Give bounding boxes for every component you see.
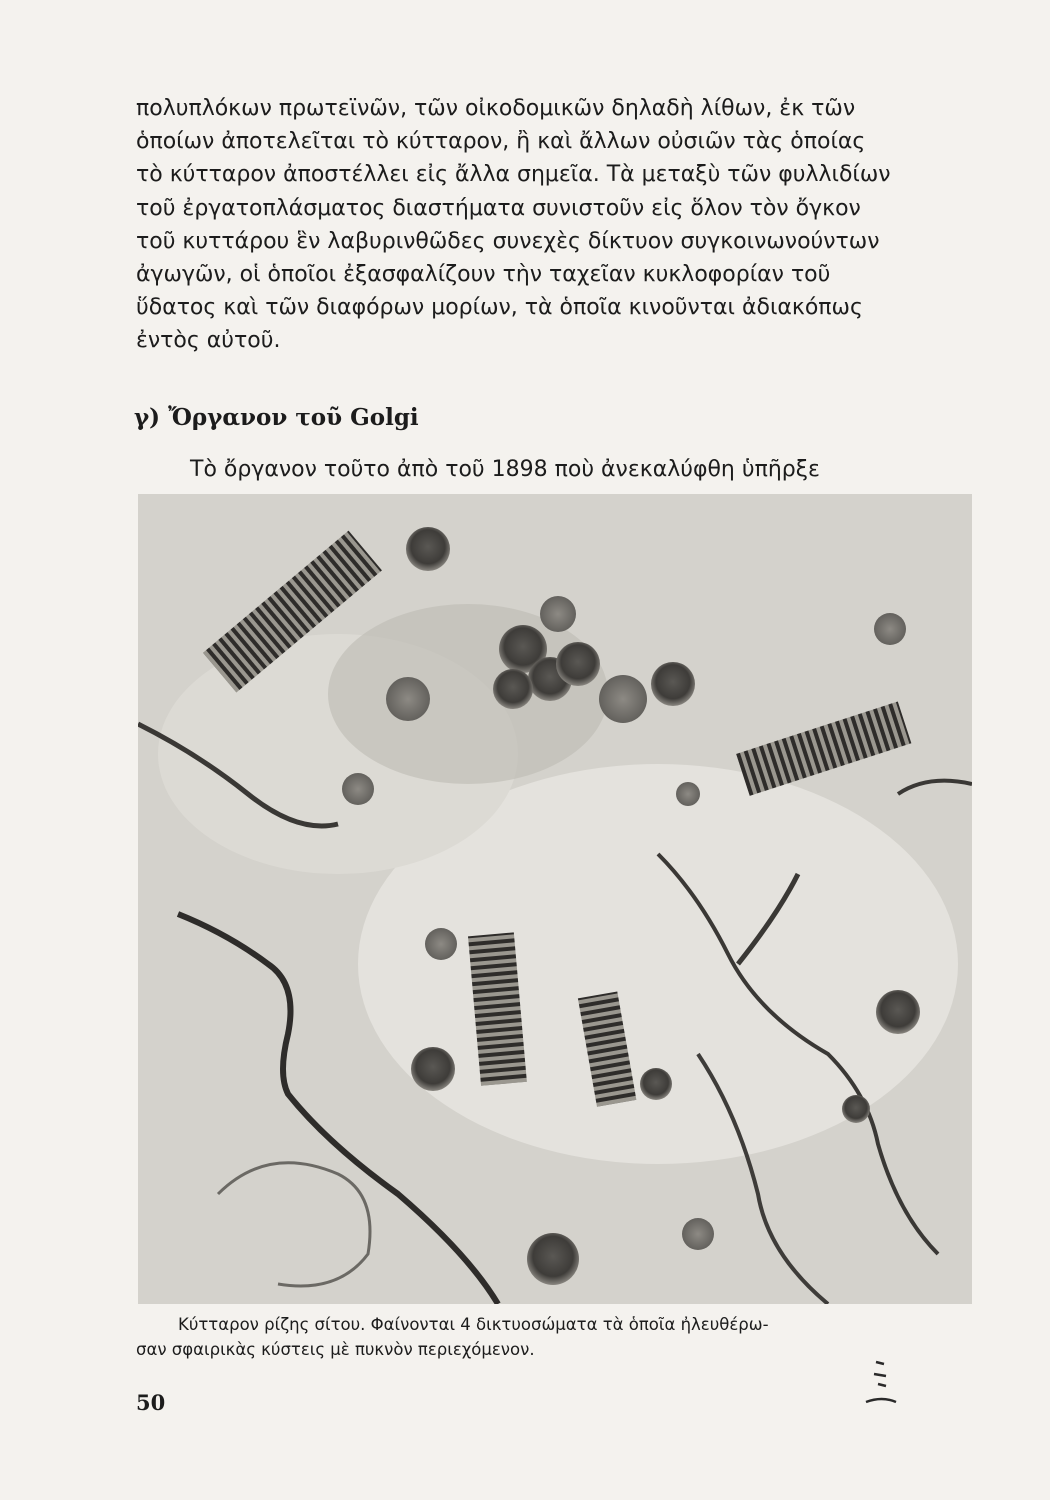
- caption-line: σαν σφαιρικὰς κύστεις μὲ πυκνὸν περιεχόμενον.: [136, 1340, 535, 1359]
- pencil-mark: [862, 1356, 902, 1406]
- page-number: 50: [136, 1390, 166, 1415]
- micrograph-figure: [138, 494, 972, 1304]
- paragraph-line: ἐντὸς αὐτοῦ.: [136, 328, 281, 354]
- paragraph-line: ἀγωγῶν, οἱ ὁποῖοι ἐξασφαλίζουν τὴν ταχεῖαν κυκλοφορίαν τοῦ: [136, 262, 831, 288]
- figure-caption: [136, 1312, 970, 1362]
- paragraph-line: τὸ κύτταρον ἀποστέλλει εἰς ἄλλα σημεῖα. Τὰ μεταξὺ τῶν φυλλιδίων: [136, 162, 891, 188]
- body-paragraph: [136, 92, 970, 358]
- paragraph-line: ὕδατος καὶ τῶν διαφόρων μορίων, τὰ ὁποῖα κινοῦνται ἀδιακόπως: [136, 295, 863, 321]
- paragraph-line: τοῦ ἐργατοπλάσματος διαστήματα συνιστοῦν εἰς ὅλον τὸν ὄγκον: [136, 195, 861, 221]
- paragraph-line: πολυπλόκων πρωτεϊνῶν, τῶν οἰκοδομικῶν δηλαδὴ λίθων, ἐκ τῶν: [136, 96, 856, 121]
- paragraph-line: τοῦ κυττάρου ἓν λαβυρινθῶδες συνεχὲς δίκτυον συγκοινωνούντων: [136, 228, 880, 254]
- section-lead-line: Τὸ ὄργανον τοῦτο ἀπὸ τοῦ 1898 ποὺ ἀνεκαλύφθη ὑπῆρξε: [190, 457, 820, 482]
- caption-line: Κύτταρον ρίζης σίτου. Φαίνονται 4 δικτυοσώματα τὰ ὁποῖα ἠλευθέρω-: [178, 1315, 769, 1334]
- micrograph-image: [138, 494, 972, 1304]
- section-heading: γ) Ὄργανον τοῦ Golgi: [134, 404, 419, 431]
- paragraph-line: ὁποίων ἀποτελεῖται τὸ κύτταρον, ἢ καὶ ἄλλων οὐσιῶν τὰς ὁποίας: [136, 129, 866, 155]
